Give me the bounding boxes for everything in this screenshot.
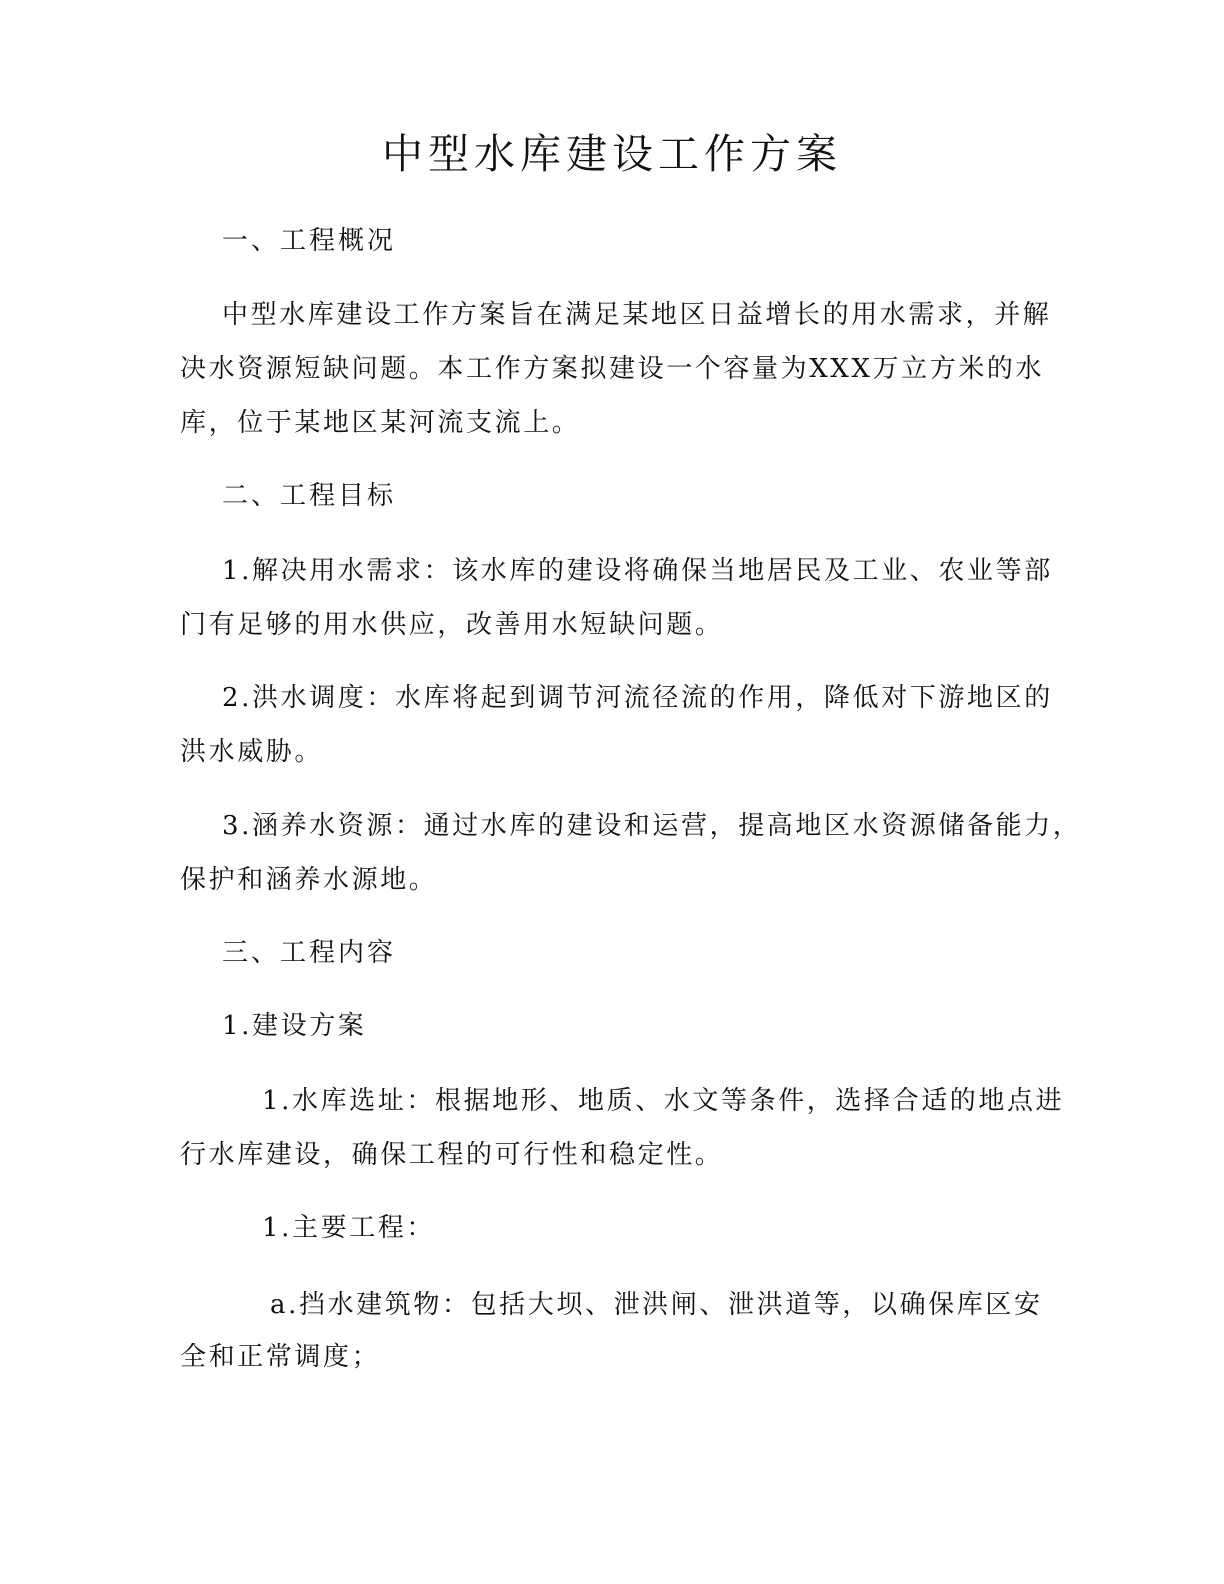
list-item-line: a.挡水建筑物：包括大坝、泄洪闸、泄洪道等，以确保库区安 [270, 1290, 1043, 1320]
document-title: 中型水库建设工作方案 [382, 130, 842, 178]
list-item-line: 门有足够的用水供应，改善用水短缺问题。 [180, 610, 724, 640]
list-item-line: 全和正常调度； [180, 1342, 381, 1372]
section-heading-goals: 二、工程目标 [222, 481, 397, 511]
subsection-heading: 1.建设方案 [222, 1011, 367, 1041]
list-item-line: 1.解决用水需求：该水库的建设将确保当地居民及工业、农业等部 [222, 556, 1053, 586]
paragraph-line: 决水资源短缺问题。本工作方案拟建设一个容量为XXX万立方米的水 [180, 354, 1045, 384]
list-item-line: 3.涵养水资源：通过水库的建设和运营，提高地区水资源储备能力， [222, 811, 1082, 841]
list-item-line: 2.洪水调度：水库将起到调节河流径流的作用，降低对下游地区的 [222, 683, 1053, 713]
list-item-line: 行水库建设，确保工程的可行性和稳定性。 [180, 1140, 724, 1170]
subsection-heading: 1.主要工程： [262, 1213, 436, 1243]
paragraph-line: 库，位于某地区某河流支流上。 [180, 408, 581, 438]
paragraph-line: 中型水库建设工作方案旨在满足某地区日益增长的用水需求，并解 [222, 300, 1052, 330]
section-heading-content: 三、工程内容 [222, 938, 397, 968]
list-item-line: 1.水库选址：根据地形、地质、水文等条件，选择合适的地点进 [262, 1086, 1065, 1116]
list-item-line: 保护和涵养水源地。 [180, 865, 438, 895]
section-heading-overview: 一、工程概况 [222, 226, 397, 256]
list-item-line: 洪水威胁。 [180, 737, 324, 767]
